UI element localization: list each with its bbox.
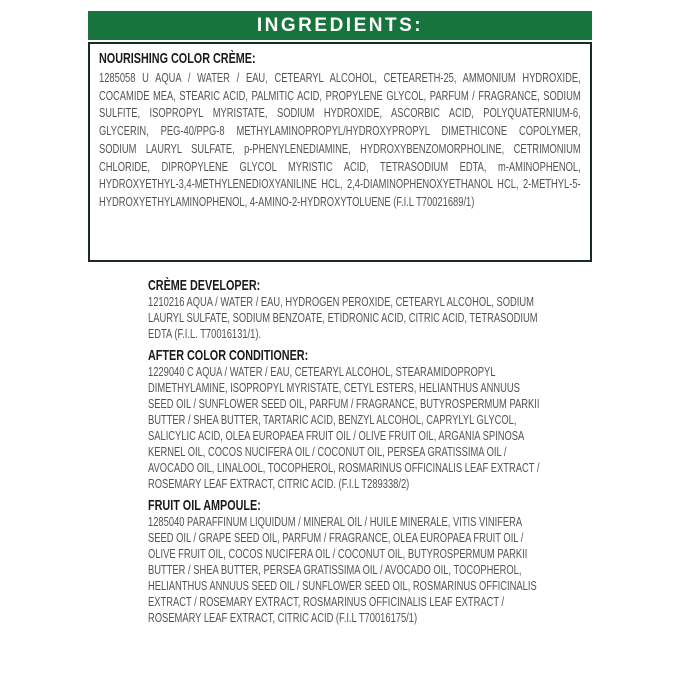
fruit-oil-ampoule-heading: FRUIT OIL AMPOULE: (148, 497, 261, 514)
ingredients-header-bar (88, 11, 592, 40)
creme-developer-heading: CRÈME DEVELOPER: (148, 277, 261, 294)
creme-developer-section (148, 277, 540, 342)
nourishing-color-creme-box (88, 42, 592, 262)
nourishing-color-creme-heading: NOURISHING COLOR CRÈME: (99, 50, 256, 67)
nourishing-color-creme-ingredients: 1285058 U AQUA / WATER / EAU, CETEARYL ALCOHOL, CETEARETH-25, AMMONIUM HYDROXIDE, COCAMIDE MEA, STEARIC ACID, PALMITIC ACID, PROPYLENE GLYCOL, PARFUM / FRAGRANCE, SODIUM SULFITE, ISOPROPYL MYRISTATE, SODIUM HYDROXIDE, ASCORBIC ACID, POLYQUATERNIUM-6, GLYCERIN, PEG-40/PPG-8 METHYLAMINOPROPYL/HYDROXYPROPYL DIMETHICONE COPOLYMER, SODIUM LAURYL SULFATE, p-PHENYLENEDIAMINE, HYDROXYBENZOMORPHOLINE, CETRIMONIUM CHLORIDE, DIPROPYLENE GLYCOL MYRISTIC ACID, TETRASODIUM EDTA, m-AMINOPHENOL, HYDROXYETHYL-3,4-METHYLENEDIOXYANILINE HCL, 2,4-DIAMINOPHENOXYETHANOL HCL, 2-METHYL-5-HYDROXYETHYLAMINOPHENOL, 4-AMINO-2-HYDROXYTOLUENE (F.I.L T70021689/1) (99, 70, 581, 209)
after-color-conditioner-ingredients: 1229040 C AQUA / WATER / EAU, CETEARYL ALCOHOL, STEARAMIDOPROPYL DIMETHYLAMINE, ISOPROPYL MYRISTATE, CETYL ESTERS, HELIANTHUS ANNUUS SEED OIL / SUNFLOWER SEED OIL, PARFUM / FRAGRANCE, BUTYROSPERMUM PARKII BUTTER / SHEA BUTTER, TARTARIC ACID, BENZYL ALCOHOL, CAPRYLYL GLYCOL, SALICYLIC ACID, OLEA EUROPAEA FRUIT OIL / OLIVE FRUIT OIL, ARGANIA SPINOSA KERNEL OIL, COCOS NUCIFERA OIL / COCONUT OIL, PERSEA GRATISSIMA OIL / AVOCADO OIL, LINALOOL, TOCOPHEROL, ROSMARINUS OFFICINALIS LEAF EXTRACT / ROSEMARY LEAF EXTRACT, CITRIC ACID. (F.I.L T289338/2) (148, 364, 540, 491)
nourishing-color-creme-content (99, 50, 581, 211)
after-color-conditioner-section (148, 347, 540, 492)
fruit-oil-ampoule-section (148, 497, 540, 626)
after-color-conditioner-heading: AFTER COLOR CONDITIONER: (148, 347, 309, 364)
fruit-oil-ampoule-ingredients: 1285040 PARAFFINUM LIQUIDUM / MINERAL OIL / HUILE MINERALE, VITIS VINIFERA SEED OIL / GRAPE SEED OIL, PARFUM / FRAGRANCE, OLEA EUROPAEA FRUIT OIL / OLIVE FRUIT OIL, COCOS NUCIFERA OIL / COCONUT OIL, BUTYROSPERMUM PARKII BUTTER / SHEA BUTTER, PERSEA GRATISSIMA OIL / AVOCADO OIL, TOCOPHEROL, HELIANTHUS ANNUUS SEED OIL / SUNFLOWER SEED OIL, ROSMARINUS OFFICINALIS EXTRACT / ROSEMARY EXTRACT, ROSMARINUS OFFICINALIS LEAF EXTRACT / ROSEMARY LEAF EXTRACT, CITRIC ACID (F.I.L T70016175/1) (148, 514, 537, 625)
creme-developer-ingredients: 1210216 AQUA / WATER / EAU, HYDROGEN PEROXIDE, CETEARYL ALCOHOL, SODIUM LAURYL SULFATE, SODIUM BENZOATE, ETIDRONIC ACID, CITRIC ACID, TETRASODIUM EDTA (F.I.L. T70016131/1). (148, 294, 538, 341)
sub-sections-content (148, 277, 540, 626)
ingredients-title: INGREDIENTS: (256, 14, 424, 36)
sub-sections (148, 277, 679, 631)
